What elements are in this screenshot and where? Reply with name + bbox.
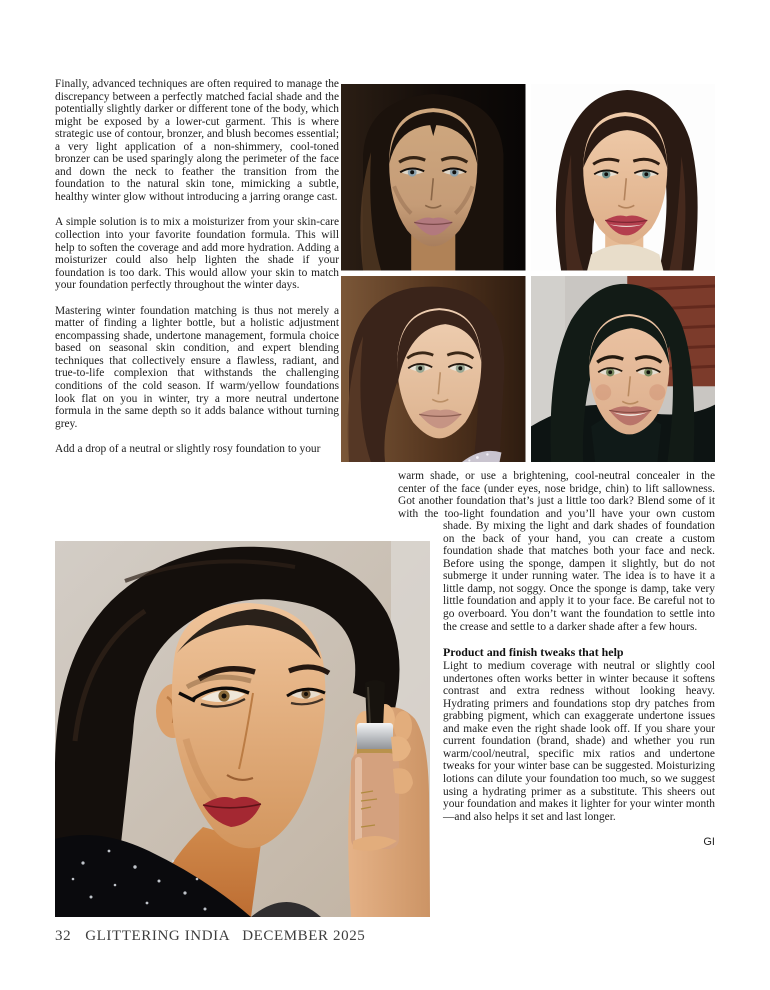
left-text-column xyxy=(55,78,339,456)
portrait-photo-bottom-left xyxy=(341,276,526,463)
page-number: 32 xyxy=(55,928,72,944)
page-footer xyxy=(55,928,365,945)
body-paragraph-5: Light to medium coverage with neutral or slightly cool undertones often works better in winter because it softens contrast and extra redness without looking heavy. Hydrating primers and foundations stop dry patches from grabbing pigment, which can exaggerate undertone issues and make even the right shade look off. If you share your current foundation (brand, shade) and whether you run warm/cool/neutral, specific mix ratios and undertone tweaks for your winter base can be suggested. Moisturizing lotions can dilute your foundation too much, so we suggest using a hydrating primer as a substitute. This sheers out your foundation and makes it lighter for your winter month—and also helps it set and last longer. xyxy=(443,660,715,823)
magazine-title: GLITTERING INDIA xyxy=(85,928,231,944)
body-paragraph-1: Finally, advanced techniques are often required to manage the discrepancy between a perfectly matched facial shade and the potentially slightly darker or different tone of the body, which might be exposed by a lower-cut garment. This is where strategic use of contour, bronzer, and blush becomes essential; a very light application of a non-shimmery, cool-toned bronzer can be used sparingly along the perimeter of the face and down the neck to feather the transition from the foundation to the natural skin tone, mimicking a subtle, healthy winter glow without introducing a jarring orange cast. xyxy=(55,78,339,203)
portrait-photo-bottom-right xyxy=(531,276,716,463)
portrait-photo-top-left xyxy=(341,84,526,271)
right-text-column xyxy=(398,470,715,917)
portrait-photo-top-right xyxy=(531,84,716,271)
body-paragraph-4: Add a drop of a neutral or slightly rosy foundation to your xyxy=(55,443,321,456)
body-paragraph-2: A simple solution is to mix a moisturizer from your skin-care collection into your favorite foundation formula. This will help to soften the coverage and add more hydration. Adding a moisturizer could also help lighten the shade if your foundation is too dark. This would allow your skin to match your foundation perfectly throughout the winter days. xyxy=(55,216,339,292)
article-sign-off: GI xyxy=(703,836,715,849)
section-heading: Product and finish tweaks that help xyxy=(443,645,624,660)
body-paragraph-3: Mastering winter foundation matching is thus not merely a matter of finding a lighter bottle, but a holistic adjustment encompassing shade, undertone management, formula choice based on seasonal skin condition, and expert blending techniques that collectively ensure a flawless, radiant, and true-to-life complexion that withstands the challenging conditions of the cold season. If warm/yellow foundations look flat on you in winter, try a more neutral undertone formula in the same depth so it adds balance without turning grey. xyxy=(55,304,339,430)
continuation-paragraph: warm shade, or use a brightening, cool-neutral concealer in the center of the face (under eyes, nose bridge, chin) to lift sallowness. Got another foundation that’s just a little too dark? Blend some of it with the too-light foundation and you’ll have your own custom shade. By mixing the light and dark shades of foundation on the back of your hand, you can create a custom foundation shade that matches both your face and neck. Before using the sponge, dampen it slightly, but do not submerge it under running water. The idea is to have it a little damp, not soggy. Once the sponge is damp, take very little foundation and apply it to your face. Be careful not to go overboard. You don’t want the foundation to settle into the crease and settle to a darker shade after a few hours. xyxy=(398,470,715,633)
celebrity-portrait-grid xyxy=(341,84,715,462)
wrap-spacer xyxy=(398,526,443,917)
feature-photo-model-with-foundation-bottle xyxy=(55,541,430,917)
issue-date: DECEMBER 2025 xyxy=(242,928,366,944)
